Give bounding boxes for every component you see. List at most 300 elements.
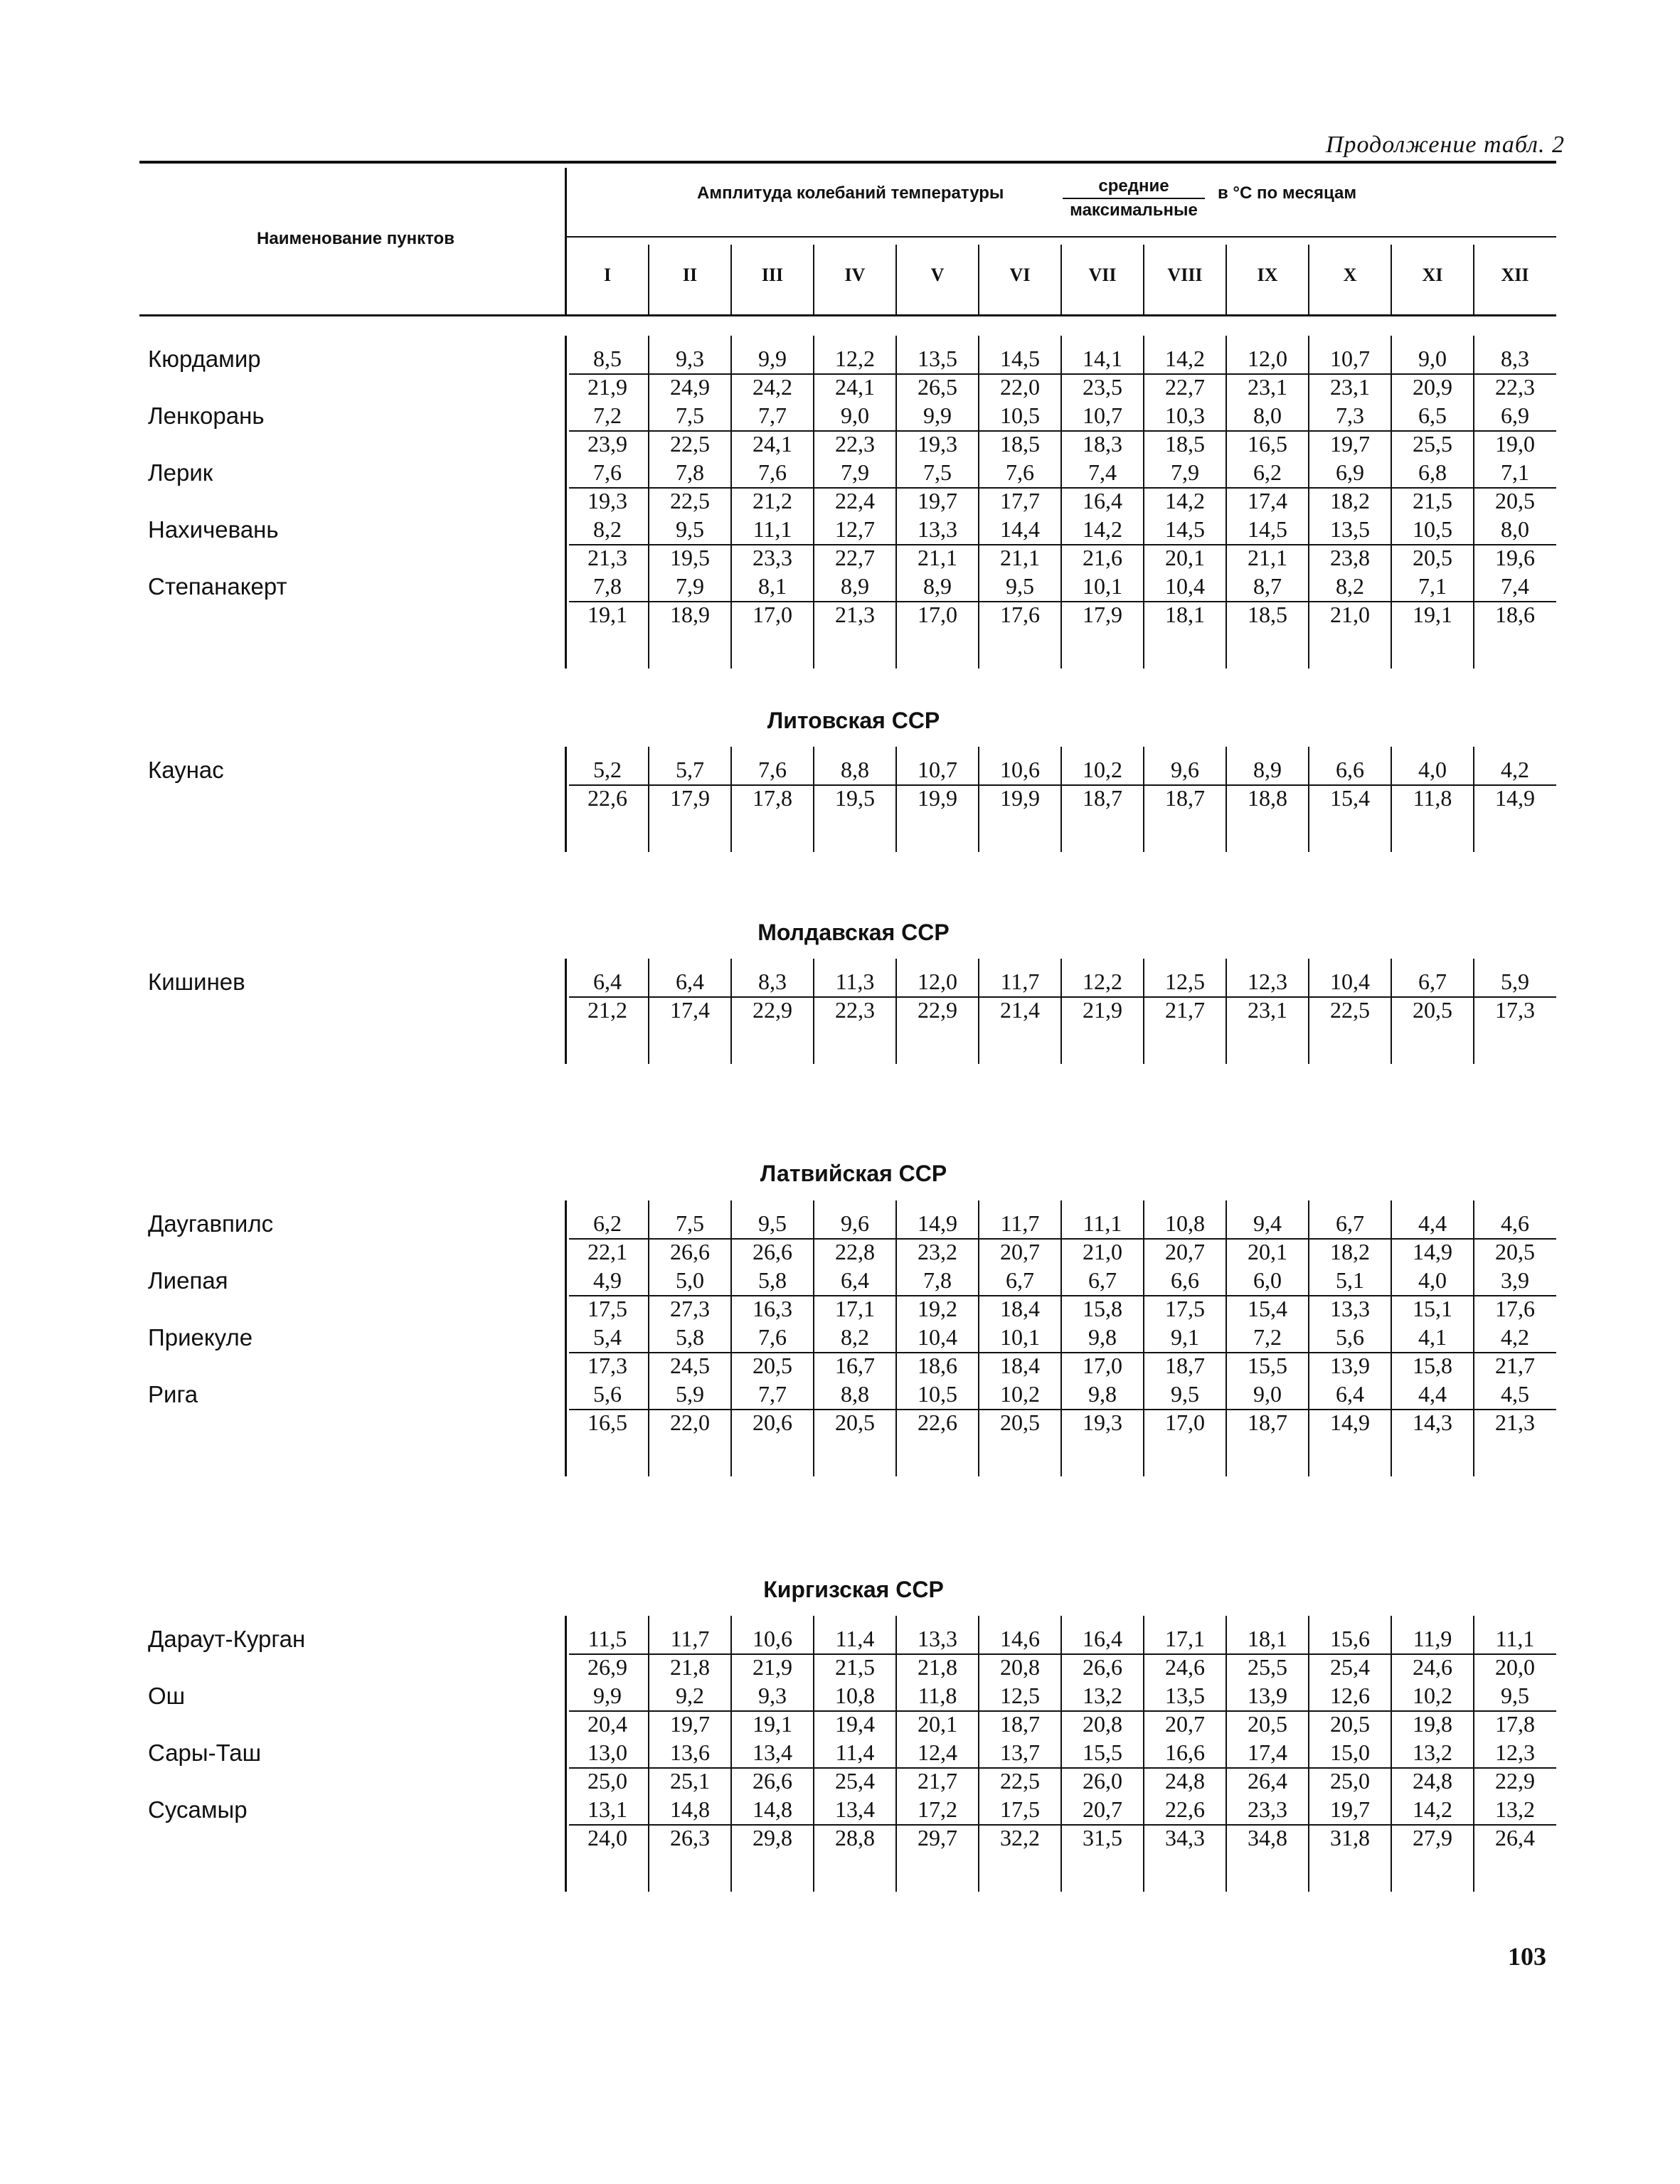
mean-value: 5,8 — [676, 1324, 704, 1350]
max-value: 18,8 — [1248, 785, 1287, 811]
max-value: 20,5 — [1495, 1239, 1535, 1264]
mean-value: 5,1 — [1336, 1267, 1364, 1293]
max-value: 17,4 — [1248, 488, 1287, 513]
max-value: 18,2 — [1330, 488, 1370, 513]
max-value: 22,6 — [918, 1410, 957, 1435]
max-value: 17,0 — [918, 602, 957, 627]
max-value: 21,9 — [1083, 997, 1122, 1023]
mean-value: 16,4 — [1083, 1626, 1122, 1651]
mean-value: 10,7 — [1083, 403, 1122, 428]
mean-value: 7,5 — [923, 459, 952, 485]
mean-value: 6,7 — [1088, 1267, 1117, 1293]
mean-value: 9,1 — [1171, 1324, 1199, 1350]
header-names-divider — [565, 168, 567, 314]
mean-value: 10,1 — [1000, 1324, 1040, 1350]
max-value: 14,9 — [1495, 785, 1535, 811]
fraction-numerator: средние — [1063, 176, 1205, 199]
max-value: 24,0 — [588, 1825, 627, 1850]
mean-value: 7,8 — [676, 459, 704, 485]
max-value: 19,9 — [1000, 785, 1040, 811]
max-value: 19,7 — [918, 488, 957, 513]
mean-value: 6,9 — [1336, 459, 1364, 485]
mean-value: 13,2 — [1413, 1740, 1452, 1765]
max-value: 20,5 — [1413, 545, 1452, 570]
max-value: 26,9 — [588, 1654, 627, 1680]
mean-value: 6,6 — [1171, 1267, 1199, 1293]
max-value: 19,1 — [588, 602, 627, 627]
max-value: 29,7 — [918, 1825, 957, 1850]
mean-value: 8,1 — [758, 573, 787, 599]
mean-value: 9,5 — [1006, 573, 1034, 599]
mean-value: 14,5 — [1000, 346, 1040, 371]
max-value: 19,3 — [918, 431, 957, 457]
mean-value: 12,5 — [1000, 1683, 1040, 1708]
fraction-denominator: максимальные — [1070, 201, 1198, 220]
max-value: 21,8 — [918, 1654, 957, 1680]
header-subrule — [566, 236, 1556, 238]
max-value: 17,1 — [835, 1296, 875, 1321]
mean-value: 9,3 — [676, 346, 704, 371]
max-value: 34,3 — [1165, 1825, 1205, 1850]
amplitude-label: Амплитуда колебаний температуры — [697, 183, 1004, 203]
unit-label: в °С по месяцам — [1218, 183, 1357, 203]
mean-value: 6,5 — [1418, 403, 1447, 428]
month-header: IX — [1257, 265, 1278, 285]
max-value: 18,1 — [1165, 602, 1205, 627]
mean-value: 13,3 — [918, 1626, 957, 1651]
amplitude-fraction — [1063, 176, 1205, 220]
max-value: 21,7 — [1495, 1353, 1535, 1378]
mean-value: 3,9 — [1501, 1267, 1529, 1293]
max-value: 23,5 — [1083, 374, 1122, 400]
section-title: Молдавская ССР — [757, 920, 950, 945]
mean-value: 18,1 — [1248, 1626, 1287, 1651]
max-value: 28,8 — [835, 1825, 875, 1850]
max-value: 21,7 — [918, 1768, 957, 1794]
section-title: Киргизская ССР — [763, 1577, 944, 1602]
mean-value: 10,6 — [1000, 757, 1040, 782]
max-value: 20,8 — [1083, 1711, 1122, 1737]
max-value: 26,6 — [670, 1239, 710, 1264]
names-column-label: Наименование пунктов — [257, 229, 454, 248]
max-value: 18,7 — [1165, 1353, 1205, 1378]
max-value: 14,9 — [1413, 1239, 1452, 1264]
mean-value: 6,2 — [1253, 459, 1282, 485]
mean-value: 15,0 — [1330, 1740, 1370, 1765]
mean-value: 8,9 — [923, 573, 952, 599]
max-value: 20,5 — [1495, 488, 1535, 513]
max-value: 20,5 — [1248, 1711, 1287, 1737]
max-value: 31,5 — [1083, 1825, 1122, 1850]
station-name: Даугавпилс — [148, 1210, 274, 1237]
mean-value: 6,6 — [1336, 757, 1364, 782]
mean-value: 7,9 — [841, 459, 869, 485]
max-value: 20,5 — [835, 1410, 875, 1435]
mean-value: 6,2 — [593, 1210, 622, 1236]
mean-value: 10,8 — [1165, 1210, 1205, 1236]
mean-value: 7,3 — [1336, 403, 1364, 428]
station-name: Степанакерт — [148, 573, 287, 600]
mean-value: 11,7 — [1000, 1210, 1040, 1236]
max-value: 17,8 — [753, 785, 792, 811]
month-divider — [1391, 245, 1392, 314]
page-number: 103 — [1508, 1942, 1546, 1971]
mean-value: 8,0 — [1253, 403, 1282, 428]
max-value: 18,3 — [1083, 431, 1122, 457]
max-value: 19,3 — [1083, 1410, 1122, 1435]
max-value: 16,7 — [835, 1353, 875, 1378]
max-value: 24,9 — [670, 374, 710, 400]
max-value: 18,7 — [1165, 785, 1205, 811]
max-value: 22,0 — [1000, 374, 1040, 400]
max-value: 21,0 — [1083, 1239, 1122, 1264]
mean-value: 14,2 — [1165, 346, 1205, 371]
mean-value: 7,1 — [1418, 573, 1447, 599]
max-value: 21,3 — [835, 602, 875, 627]
mean-value: 9,6 — [1171, 757, 1199, 782]
mean-value: 22,6 — [1165, 1796, 1205, 1822]
mean-value: 13,7 — [1000, 1740, 1040, 1765]
mean-value: 6,0 — [1253, 1267, 1282, 1293]
mean-value: 12,3 — [1495, 1740, 1535, 1765]
mean-value: 9,5 — [758, 1210, 787, 1236]
mean-value: 8,5 — [593, 346, 622, 371]
max-value: 24,1 — [835, 374, 875, 400]
mean-value: 13,0 — [588, 1740, 627, 1765]
max-value: 26,6 — [753, 1768, 792, 1794]
max-value: 20,8 — [1000, 1654, 1040, 1680]
mean-value: 11,1 — [753, 516, 792, 542]
mean-value: 8,9 — [1253, 757, 1282, 782]
mean-value: 13,3 — [918, 516, 957, 542]
max-value: 25,1 — [670, 1768, 710, 1794]
max-value: 25,0 — [1330, 1768, 1370, 1794]
max-value: 20,7 — [1000, 1239, 1040, 1264]
mean-value: 7,8 — [923, 1267, 952, 1293]
max-value: 26,6 — [1083, 1654, 1122, 1680]
mean-value: 10,3 — [1165, 403, 1205, 428]
mean-value: 9,9 — [758, 346, 787, 371]
station-name: Кюрдамир — [148, 346, 261, 372]
mean-value: 4,5 — [1501, 1381, 1529, 1407]
max-value: 17,9 — [670, 785, 710, 811]
mean-value: 14,8 — [753, 1796, 792, 1822]
mean-value: 11,3 — [835, 969, 875, 994]
mean-value: 11,4 — [835, 1740, 875, 1765]
mean-value: 7,6 — [758, 1324, 787, 1350]
mean-value: 6,4 — [676, 969, 704, 994]
month-divider — [1226, 245, 1227, 314]
max-value: 19,8 — [1413, 1711, 1452, 1737]
mean-value: 8,3 — [1501, 346, 1529, 371]
mean-value: 10,4 — [1330, 969, 1370, 994]
max-value: 22,7 — [1165, 374, 1205, 400]
station-name: Каунас — [148, 757, 224, 783]
max-value: 23,1 — [1330, 374, 1370, 400]
mean-value: 14,9 — [918, 1210, 957, 1236]
mean-value: 9,5 — [1501, 1683, 1529, 1708]
max-value: 15,1 — [1413, 1296, 1452, 1321]
max-value: 20,4 — [588, 1711, 627, 1737]
max-value: 18,6 — [918, 1353, 957, 1378]
mean-value: 4,0 — [1418, 1267, 1447, 1293]
mean-value: 14,8 — [670, 1796, 710, 1822]
mean-value: 6,4 — [593, 969, 622, 994]
max-value: 17,8 — [1495, 1711, 1535, 1737]
max-value: 22,7 — [835, 545, 875, 570]
mean-value: 20,7 — [1083, 1796, 1122, 1822]
mean-value: 5,2 — [593, 757, 622, 782]
mean-value: 13,2 — [1495, 1796, 1535, 1822]
station-name: Рига — [148, 1381, 198, 1407]
max-value: 25,5 — [1248, 1654, 1287, 1680]
max-value: 13,9 — [1330, 1353, 1370, 1378]
mean-value: 17,2 — [918, 1796, 957, 1822]
mean-value: 8,3 — [758, 969, 787, 994]
max-value: 16,5 — [1248, 431, 1287, 457]
mean-value: 14,1 — [1083, 346, 1122, 371]
station-name: Приекуле — [148, 1324, 253, 1351]
mean-value: 15,5 — [1083, 1740, 1122, 1765]
mean-value: 11,1 — [1083, 1210, 1122, 1236]
mean-value: 9,4 — [1253, 1210, 1282, 1236]
max-value: 21,6 — [1083, 545, 1122, 570]
max-value: 21,1 — [1000, 545, 1040, 570]
max-value: 15,8 — [1413, 1353, 1452, 1378]
max-value: 20,5 — [753, 1353, 792, 1378]
max-value: 21,3 — [588, 545, 627, 570]
max-value: 22,5 — [1330, 997, 1370, 1023]
mean-value: 5,8 — [758, 1267, 787, 1293]
mean-value: 13,5 — [1330, 516, 1370, 542]
mean-value: 14,5 — [1165, 516, 1205, 542]
max-value: 17,0 — [753, 602, 792, 627]
max-value: 23,1 — [1248, 374, 1287, 400]
max-value: 19,5 — [835, 785, 875, 811]
month-divider — [730, 245, 732, 314]
mean-value: 5,7 — [676, 757, 704, 782]
mean-value: 4,0 — [1418, 757, 1447, 782]
mean-value: 9,8 — [1088, 1381, 1117, 1407]
mean-value: 8,2 — [1336, 573, 1364, 599]
mean-value: 10,1 — [1083, 573, 1122, 599]
max-value: 22,3 — [835, 997, 875, 1023]
max-value: 17,6 — [1000, 602, 1040, 627]
max-value: 22,8 — [835, 1239, 875, 1264]
max-value: 19,2 — [918, 1296, 957, 1321]
mean-value: 10,8 — [835, 1683, 875, 1708]
mean-value: 13,4 — [753, 1740, 792, 1765]
mean-value: 11,4 — [835, 1626, 875, 1651]
mean-value: 10,5 — [1413, 516, 1452, 542]
mean-value: 4,2 — [1501, 1324, 1529, 1350]
mean-value: 11,1 — [1495, 1626, 1535, 1651]
mean-value: 9,8 — [1088, 1324, 1117, 1350]
mean-value: 13,6 — [670, 1740, 710, 1765]
mean-value: 13,4 — [835, 1796, 875, 1822]
max-value: 18,5 — [1248, 602, 1287, 627]
mean-value: 6,8 — [1418, 459, 1447, 485]
mean-value: 7,4 — [1501, 573, 1529, 599]
max-value: 22,0 — [670, 1410, 710, 1435]
max-value: 22,6 — [588, 785, 627, 811]
mean-value: 5,6 — [593, 1381, 622, 1407]
mean-value: 8,7 — [1253, 573, 1282, 599]
mean-value: 11,7 — [1000, 969, 1040, 994]
month-header: XI — [1422, 265, 1443, 285]
max-value: 20,1 — [1248, 1239, 1287, 1264]
mean-value: 17,4 — [1248, 1740, 1287, 1765]
max-value: 25,5 — [1413, 431, 1452, 457]
max-value: 32,2 — [1000, 1825, 1040, 1850]
mean-value: 5,9 — [1501, 969, 1529, 994]
max-value: 19,1 — [753, 1711, 792, 1737]
max-value: 22,4 — [835, 488, 875, 513]
max-value: 22,5 — [1000, 1768, 1040, 1794]
mean-value: 14,5 — [1248, 516, 1287, 542]
month-header: V — [930, 265, 945, 285]
mean-value: 4,6 — [1501, 1210, 1529, 1236]
mean-value: 7,6 — [758, 757, 787, 782]
mean-value: 7,8 — [593, 573, 622, 599]
mean-value: 17,5 — [1000, 1796, 1040, 1822]
mean-value: 12,0 — [918, 969, 957, 994]
max-value: 16,3 — [753, 1296, 792, 1321]
mean-value: 7,4 — [1088, 459, 1117, 485]
mean-value: 7,1 — [1501, 459, 1529, 485]
max-value: 18,4 — [1000, 1296, 1040, 1321]
mean-value: 11,7 — [670, 1626, 710, 1651]
mean-value: 23,3 — [1248, 1796, 1287, 1822]
max-value: 23,9 — [588, 431, 627, 457]
mean-value: 7,2 — [593, 403, 622, 428]
mean-value: 13,2 — [1083, 1683, 1122, 1708]
max-value: 24,1 — [753, 431, 792, 457]
mean-value: 6,4 — [1336, 1381, 1364, 1407]
max-value: 26,0 — [1083, 1768, 1122, 1794]
month-header: X — [1343, 265, 1357, 285]
max-value: 22,9 — [1495, 1768, 1535, 1794]
mean-value: 6,7 — [1336, 1210, 1364, 1236]
mean-value: 5,9 — [676, 1381, 704, 1407]
max-value: 23,1 — [1248, 997, 1287, 1023]
mean-value: 7,9 — [1171, 459, 1199, 485]
station-name: Нахичевань — [148, 516, 279, 543]
mean-value: 17,1 — [1165, 1626, 1205, 1651]
mean-value: 10,2 — [1000, 1381, 1040, 1407]
mean-value: 9,0 — [841, 403, 869, 428]
mean-value: 9,5 — [676, 516, 704, 542]
max-value: 11,8 — [1413, 785, 1452, 811]
mean-value: 12,5 — [1165, 969, 1205, 994]
mean-value: 7,7 — [758, 1381, 787, 1407]
max-value: 34,8 — [1248, 1825, 1287, 1850]
max-value: 24,6 — [1413, 1654, 1452, 1680]
max-value: 31,8 — [1330, 1825, 1370, 1850]
max-value: 21,5 — [1413, 488, 1452, 513]
max-value: 17,9 — [1083, 602, 1122, 627]
max-value: 26,4 — [1248, 1768, 1287, 1794]
mean-value: 14,4 — [1000, 516, 1040, 542]
max-value: 21,3 — [1495, 1410, 1535, 1435]
mean-value: 12,0 — [1248, 346, 1287, 371]
max-value: 20,5 — [1413, 997, 1452, 1023]
max-value: 17,4 — [670, 997, 710, 1023]
mean-value: 12,4 — [918, 1740, 957, 1765]
station-name: Ош — [148, 1683, 186, 1709]
max-value: 17,3 — [588, 1353, 627, 1378]
max-value: 13,3 — [1330, 1296, 1370, 1321]
month-divider — [648, 245, 649, 314]
mean-value: 4,4 — [1418, 1210, 1447, 1236]
max-value: 19,6 — [1495, 545, 1535, 570]
mean-value: 11,8 — [918, 1683, 957, 1708]
mean-value: 12,3 — [1248, 969, 1287, 994]
max-value: 15,4 — [1248, 1296, 1287, 1321]
max-value: 22,3 — [835, 431, 875, 457]
max-value: 19,4 — [835, 1711, 875, 1737]
mean-value: 4,1 — [1418, 1324, 1447, 1350]
mean-value: 10,4 — [1165, 573, 1205, 599]
mean-value: 9,0 — [1253, 1381, 1282, 1407]
max-value: 20,1 — [1165, 545, 1205, 570]
mean-value: 9,2 — [676, 1683, 704, 1708]
max-value: 29,8 — [753, 1825, 792, 1850]
mean-value: 19,7 — [1330, 1796, 1370, 1822]
section-title: Литовская ССР — [767, 708, 940, 733]
max-value: 21,9 — [753, 1654, 792, 1680]
station-name: Кишинев — [148, 969, 245, 995]
month-header: VI — [1009, 265, 1031, 285]
mean-value: 13,9 — [1248, 1683, 1287, 1708]
mean-value: 13,1 — [588, 1796, 627, 1822]
mean-value: 10,7 — [918, 757, 957, 782]
mean-value: 11,9 — [1413, 1626, 1452, 1651]
max-value: 16,5 — [588, 1410, 627, 1435]
max-value: 23,2 — [918, 1239, 957, 1264]
mean-value: 12,2 — [835, 346, 875, 371]
month-divider — [813, 245, 814, 314]
month-header: III — [761, 265, 784, 285]
mean-value: 14,2 — [1083, 516, 1122, 542]
max-value: 19,1 — [1413, 602, 1452, 627]
mean-value: 5,6 — [1336, 1324, 1364, 1350]
mean-value: 14,6 — [1000, 1626, 1040, 1651]
max-value: 24,2 — [753, 374, 792, 400]
max-value: 22,9 — [753, 997, 792, 1023]
max-value: 19,5 — [670, 545, 710, 570]
mean-value: 7,9 — [676, 573, 704, 599]
mean-value: 8,9 — [841, 573, 869, 599]
max-value: 25,4 — [835, 1768, 875, 1794]
month-header: IV — [844, 265, 866, 285]
mean-value: 10,6 — [753, 1626, 792, 1651]
max-value: 21,5 — [835, 1654, 875, 1680]
mean-value: 7,6 — [758, 459, 787, 485]
max-value: 18,7 — [1248, 1410, 1287, 1435]
max-value: 21,7 — [1165, 997, 1205, 1023]
max-value: 22,1 — [588, 1239, 627, 1264]
header-top-rule — [139, 161, 1556, 164]
mean-value: 8,8 — [841, 1381, 869, 1407]
max-value: 25,0 — [588, 1768, 627, 1794]
mean-value: 12,7 — [835, 516, 875, 542]
max-value: 20,5 — [1330, 1711, 1370, 1737]
max-value: 18,5 — [1165, 431, 1205, 457]
mean-value: 4,2 — [1501, 757, 1529, 782]
month-header: II — [682, 265, 698, 285]
station-name: Дараут-Курган — [148, 1626, 306, 1652]
